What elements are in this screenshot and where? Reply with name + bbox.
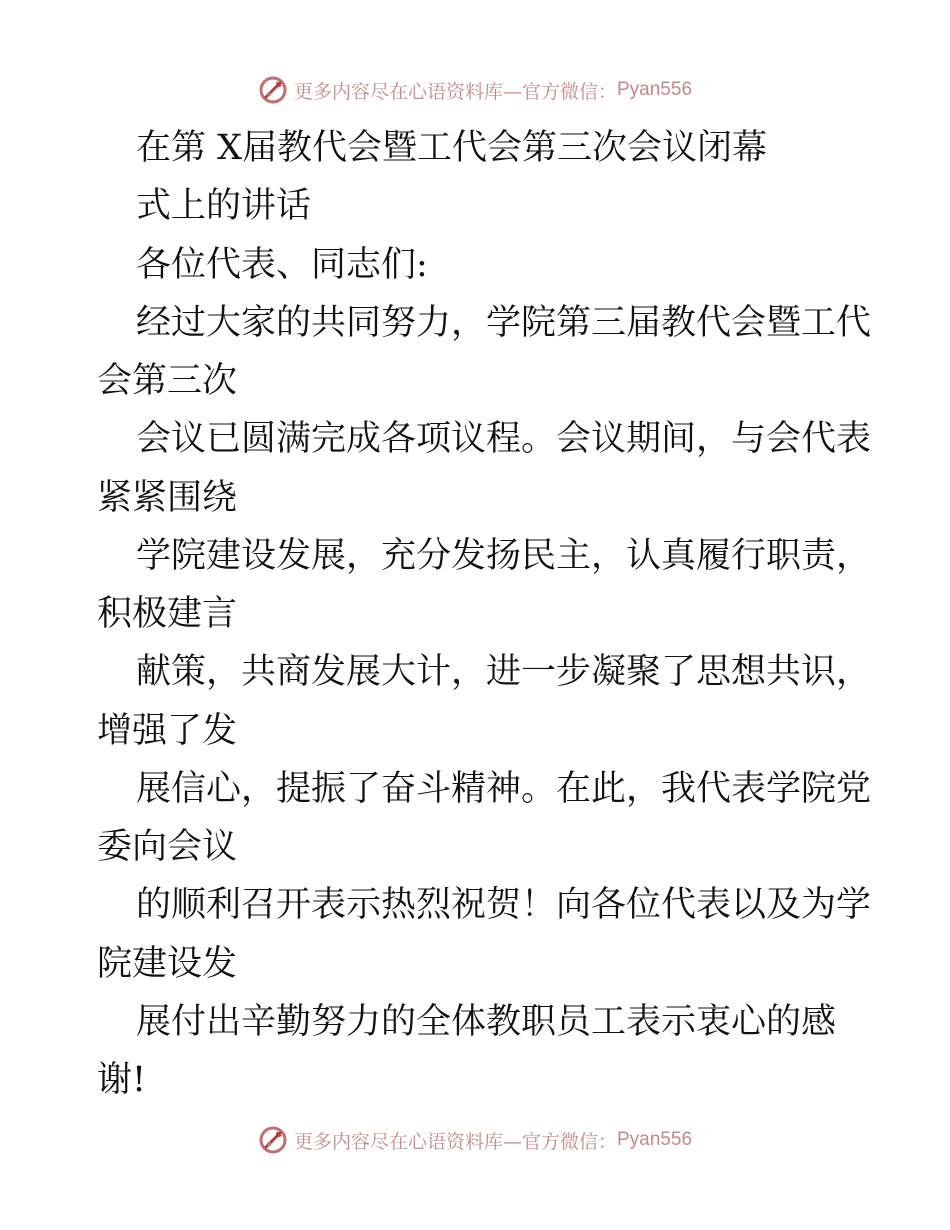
paragraph-line: 献策，共商发展大计，进一步凝聚了思想共识， xyxy=(136,652,872,692)
pen-logo-icon xyxy=(258,75,288,105)
pen-logo-icon xyxy=(258,1125,288,1155)
paragraph-line: 院建设发 xyxy=(97,944,238,984)
watermark-text: 更多内容尽在心语资料库—官方微信： xyxy=(293,80,617,103)
paragraph-line: 增强了发 xyxy=(97,711,238,751)
paragraph-line: 积极建言 xyxy=(97,594,238,634)
paragraph-line: 谢! xyxy=(97,1060,147,1100)
paragraph-line: 经过大家的共同努力，学院第三届教代会暨工代 xyxy=(136,303,872,343)
watermark-wechat-id: Pyan556 xyxy=(617,79,693,100)
paragraph-line: 会议已圆满完成各项议程。会议期间，与会代表 xyxy=(136,419,872,459)
title-line-1: 在第 X届教代会暨工代会第三次会议闭幕 xyxy=(136,128,768,168)
watermark-text: 更多内容尽在心语资料库—官方微信： xyxy=(293,1130,617,1153)
paragraph-line: 展信心，提振了奋斗精神。在此，我代表学院党 xyxy=(136,769,872,809)
paragraph-line: 展付出辛勤努力的全体教职员工表示衷心的感 xyxy=(136,1002,837,1042)
watermark-wechat-id: Pyan556 xyxy=(617,1129,693,1150)
paragraph-line: 学院建设发展，充分发扬民主，认真履行职责， xyxy=(136,536,872,576)
paragraph-line: 的顺利召开表示热烈祝贺！向各位代表以及为学 xyxy=(136,885,872,925)
paragraph-line: 会第三次 xyxy=(97,361,238,401)
paragraph-line: 紧紧围绕 xyxy=(97,478,238,518)
salutation: 各位代表、同志们: xyxy=(136,245,428,285)
title-line-2: 式上的讲话 xyxy=(136,186,312,226)
header-watermark xyxy=(0,70,950,110)
paragraph-line: 委向会议 xyxy=(97,827,238,867)
footer-watermark xyxy=(0,1120,950,1160)
